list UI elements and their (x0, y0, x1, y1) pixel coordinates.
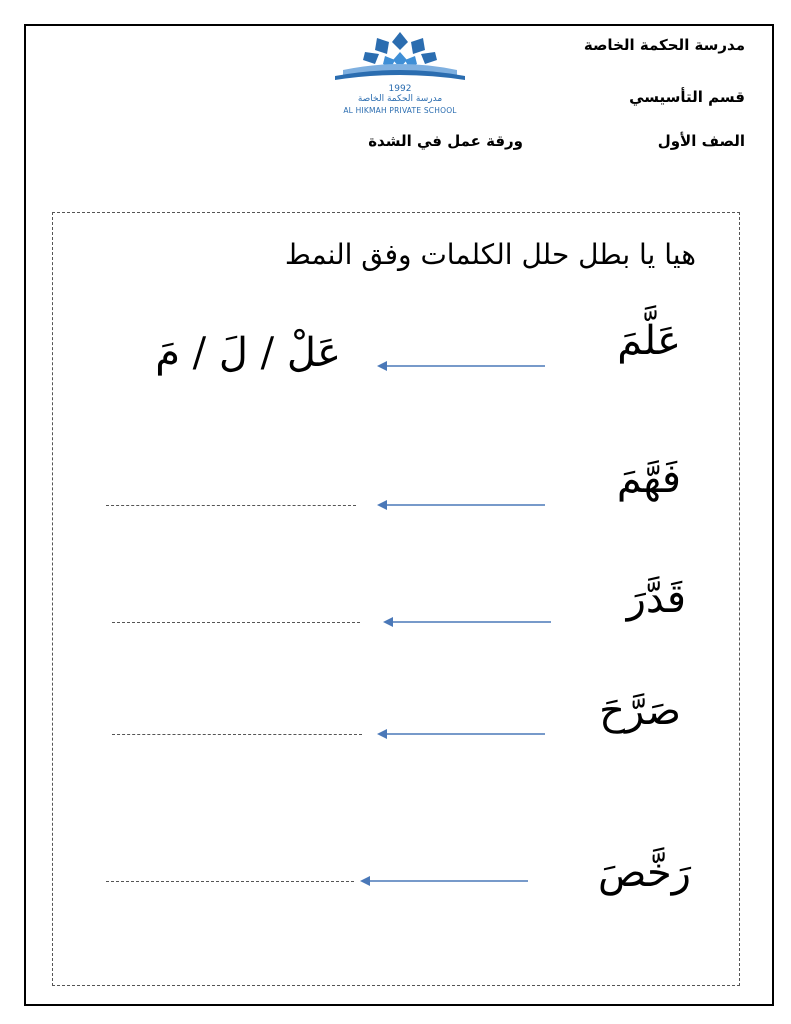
instruction-text: هيا يا بطل حلل الكلمات وفق النمط (284, 238, 696, 271)
arrow-icon (375, 727, 547, 741)
arrow-icon (375, 498, 547, 512)
grade-label: الصف الأول (657, 132, 745, 150)
worksheet-title: ورقة عمل في الشدة (368, 132, 523, 150)
exercise-word: عَلَّمَ (617, 318, 681, 364)
arrow-icon (358, 874, 530, 888)
exercise-word: قَدَّرَ (626, 576, 686, 622)
exercise-answer: عَلْ / لَ / مَ (155, 330, 341, 376)
logo-year: 1992 (388, 84, 412, 94)
school-name: مدرسة الحكمة الخاصة (583, 36, 745, 54)
answer-line[interactable] (112, 734, 362, 735)
logo-emblem-icon (315, 28, 485, 88)
arrow-icon (381, 615, 553, 629)
exercise-word: رَخَّصَ (597, 850, 691, 896)
department-label: قسم التأسيسي (629, 88, 745, 106)
school-logo (315, 28, 485, 118)
arrow-icon (375, 359, 547, 373)
answer-line[interactable] (106, 505, 356, 506)
logo-english-name: AL HIKMAH PRIVATE SCHOOL (343, 106, 457, 115)
exercise-word: صَرَّحَ (599, 688, 681, 734)
logo-arabic-name: مدرسة الحكمة الخاصة (357, 94, 443, 104)
exercise-word: فَهَّمَ (616, 456, 681, 502)
answer-line[interactable] (112, 622, 360, 623)
answer-line[interactable] (106, 881, 354, 882)
